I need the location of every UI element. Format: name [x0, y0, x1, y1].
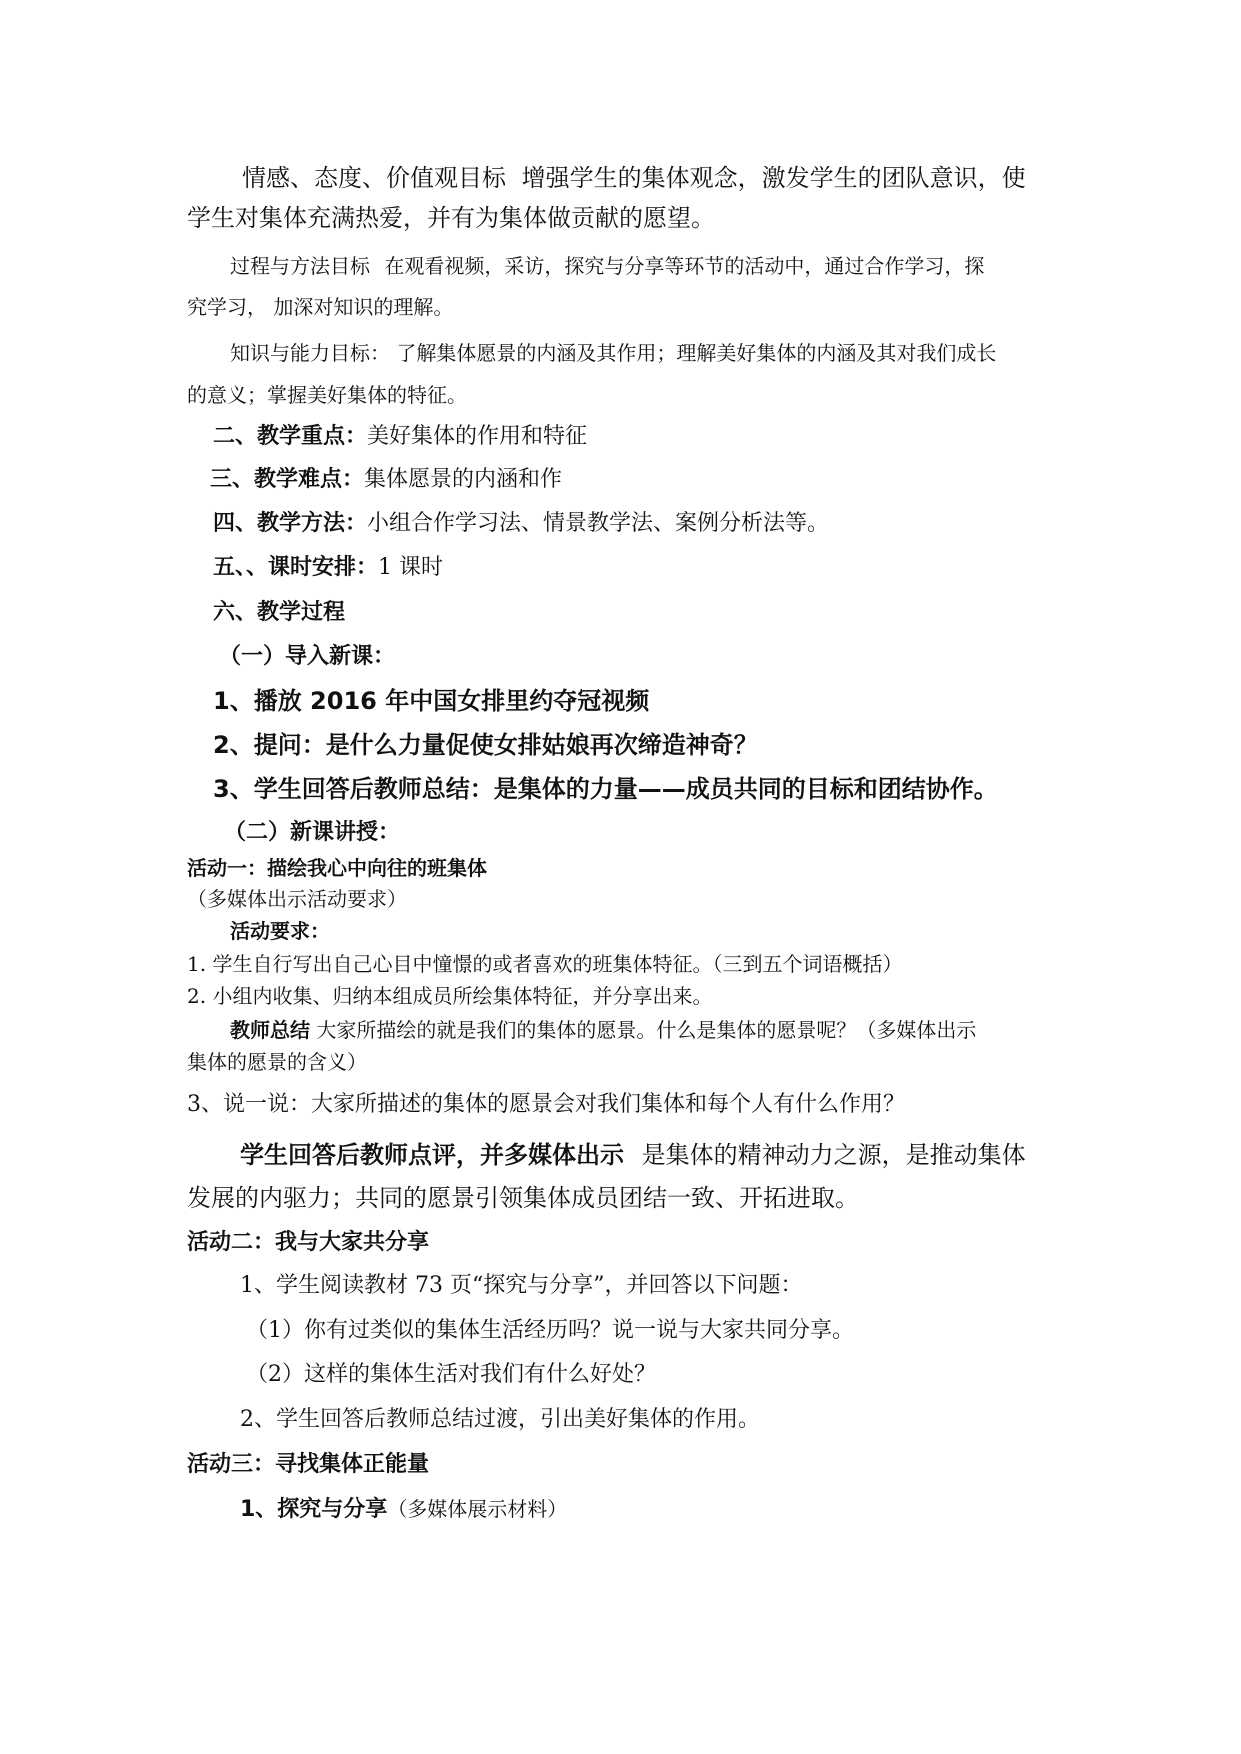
- emotion-objective-text-1: 增强学生的集体观念，激发学生的团队意识，使: [521, 164, 1026, 192]
- process-title: 六、教学过程: [213, 600, 346, 625]
- process-objective-label: 过程与方法目标: [230, 254, 370, 278]
- process-objective-line1: [230, 256, 984, 276]
- knowledge-objective-line1: [230, 343, 996, 363]
- activity1-comment-text-2: 发展的内驱力；共同的愿景引领集体成员团结一致、开拓进取。: [187, 1184, 859, 1212]
- activity1-requirement-2: 2. 小组内收集、归纳本组成员所绘集体特征，并分享出来。: [187, 984, 713, 1008]
- knowledge-objective-text-2: 的意义；掌握美好集体的特征。: [187, 383, 467, 407]
- activity1-summary-line1: [230, 1020, 976, 1040]
- intro-title: （一）导入新课：: [219, 644, 396, 669]
- knowledge-objective-text-1: 了解集体愿景的内涵及其作用；理解美好集体的内涵及其对我们成长: [396, 341, 997, 365]
- activity1-title: 活动一：描绘我心中向往的班集体: [187, 856, 487, 880]
- methods-label: 四、教学方法：: [213, 511, 368, 536]
- activity1-summary-label: 教师总结: [230, 1018, 310, 1042]
- emotion-objective-label: 情感、态度、价值观目标: [242, 164, 506, 192]
- activity1-note: （多媒体出示活动要求）: [187, 887, 407, 911]
- intro-item-2: 2、提问：是什么力量促使女排姑娘再次缔造神奇？: [213, 731, 758, 759]
- activity2-question-1: （1）你有过类似的集体生活经历吗？说一说与大家共同分享。: [246, 1318, 854, 1343]
- new-lesson-title: （二）新课讲授：: [224, 820, 401, 845]
- activity3-item-1-note: （多媒体展示材料）: [387, 1497, 568, 1521]
- activity3-title: 活动三：寻找集体正能量: [187, 1452, 430, 1477]
- activity1-summary-text-1: 大家所描绘的就是我们的集体的愿景。什么是集体的愿景呢？（多媒体出示: [316, 1018, 977, 1042]
- difficult-points-label: 三、教学难点：: [210, 467, 365, 492]
- difficult-points-line: [210, 469, 562, 491]
- activity1-requirements-title: 活动要求：: [230, 919, 330, 943]
- intro-item-1: 1、播放 2016 年中国女排里约夺冠视频: [213, 687, 650, 715]
- intro-item-3: 3、学生回答后教师总结：是集体的力量——成员共同的目标和团结协作。: [213, 775, 998, 803]
- activity2-item-2: 2、学生回答后教师总结过渡，引出美好集体的作用。: [240, 1407, 760, 1432]
- activity2-question-2: （2）这样的集体生活对我们有什么好处？: [246, 1362, 656, 1387]
- key-points-line: [213, 426, 587, 448]
- emotion-objective-line1: [242, 166, 1026, 190]
- schedule-line: [213, 557, 443, 579]
- methods-text: 小组合作学习法、情景教学法、案例分析法等。: [367, 511, 830, 536]
- process-objective-text-2: 究学习， 加深对知识的理解。: [187, 295, 454, 319]
- difficult-points-text: 集体愿景的内涵和作: [364, 467, 563, 492]
- knowledge-objective-label: 知识与能力目标：: [230, 341, 390, 365]
- activity1-comment-text-1: 是集体的精神动力之源，是推动集体: [641, 1141, 1026, 1169]
- key-points-text: 美好集体的作用和特征: [367, 424, 588, 449]
- process-objective-text-1: 在观看视频，采访，探究与分享等环节的活动中，通过合作学习，探: [384, 254, 985, 278]
- activity1-requirement-1: 1. 学生自行写出自己心目中憧憬的或者喜欢的班集体特征。（三到五个词语概括）: [187, 952, 903, 976]
- activity3-item-1: [240, 1499, 567, 1521]
- schedule-label: 五、、课时安排：: [213, 555, 379, 580]
- methods-line: [213, 513, 829, 535]
- activity1-comment-label: 学生回答后教师点评，并多媒体出示: [240, 1141, 624, 1169]
- emotion-objective-text-2: 学生对集体充满热爱，并有为集体做贡献的愿望。: [187, 204, 715, 232]
- key-points-label: 二、教学重点：: [213, 424, 368, 449]
- activity2-item-1: 1、学生阅读教材 73 页“探究与分享”，并回答以下问题：: [240, 1273, 803, 1298]
- activity1-summary-text-2: 集体的愿景的含义）: [187, 1050, 367, 1074]
- activity1-discuss: 3、说一说：大家所描述的集体的愿景会对我们集体和每个人有什么作用？: [187, 1092, 905, 1117]
- activity2-title: 活动二：我与大家共分享: [187, 1230, 430, 1255]
- activity1-comment-line1: [240, 1143, 1026, 1167]
- activity3-item-1-label: 1、探究与分享: [240, 1497, 388, 1522]
- schedule-text: 1 课时: [378, 555, 444, 580]
